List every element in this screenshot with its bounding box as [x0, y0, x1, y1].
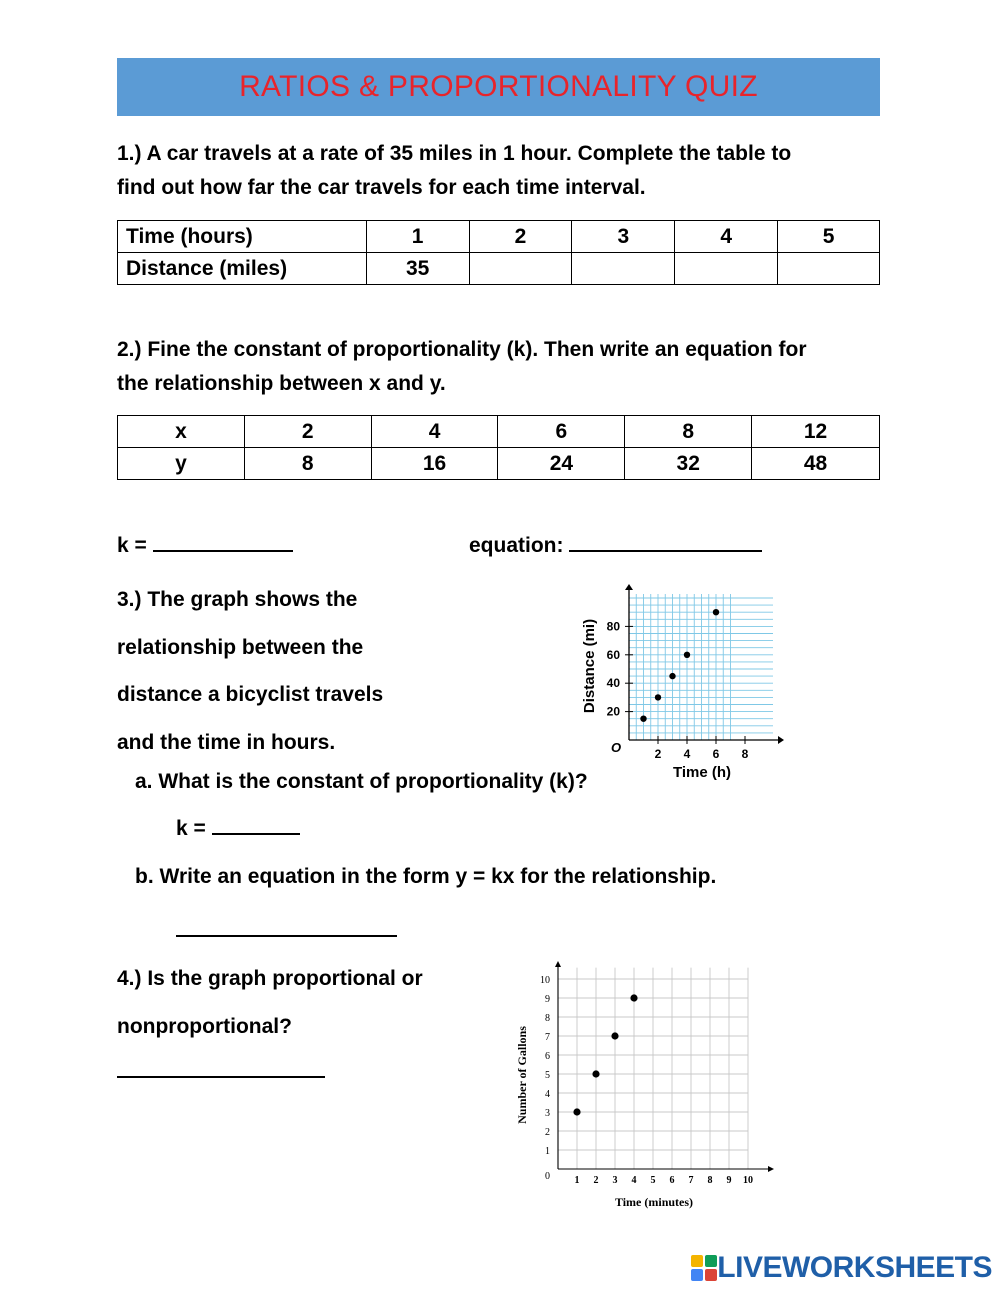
table-cell: 4 — [675, 221, 778, 253]
y-tick-label: 2 — [545, 1127, 550, 1138]
table-row-label: y — [118, 448, 245, 480]
y-tick-label: 40 — [606, 676, 620, 691]
k-answer-blank[interactable] — [212, 833, 300, 835]
x-tick-label: 5 — [650, 1175, 656, 1186]
liveworksheets-logo-icon — [691, 1255, 717, 1281]
y-tick-label: 7 — [545, 1032, 550, 1043]
data-point — [630, 994, 637, 1001]
liveworksheets-logo — [691, 1252, 992, 1284]
y-tick-label: 20 — [606, 704, 620, 719]
x-tick-label: 4 — [631, 1175, 637, 1186]
k-answer-row — [117, 529, 293, 563]
k-label: k = — [117, 534, 147, 557]
table-cell: 12 — [752, 416, 880, 448]
answer-cell[interactable] — [469, 253, 572, 285]
equation-answer-blank[interactable] — [176, 935, 397, 937]
table-row — [118, 253, 880, 285]
y-tick-label: 1 — [545, 1146, 550, 1157]
question-1-table — [117, 220, 880, 285]
table-cell: 24 — [498, 448, 625, 480]
y-tick-label: 60 — [606, 647, 620, 662]
proportional-answer-blank[interactable] — [117, 1076, 325, 1078]
question-3a-answer-row — [176, 812, 300, 846]
data-point — [713, 609, 719, 615]
liveworksheets-logo-text: LIVEWORKSHEETS — [717, 1251, 992, 1284]
table-cell: 32 — [625, 448, 752, 480]
data-point — [592, 1070, 599, 1077]
table-cell: 35 — [366, 253, 469, 285]
question-4-line-2: nonproportional? — [117, 1015, 292, 1038]
quiz-title: RATIOS & PROPORTIONALITY QUIZ — [239, 70, 758, 103]
x-tick-label: 4 — [683, 747, 691, 761]
table-cell: 1 — [366, 221, 469, 253]
x-tick-label: 8 — [741, 747, 749, 761]
x-tick-label: 7 — [688, 1175, 694, 1186]
table-cell: 5 — [778, 221, 880, 253]
question-2-table — [117, 415, 880, 480]
y-axis-label: Number of Gallons — [515, 1026, 529, 1124]
data-point — [573, 1108, 580, 1115]
equation-answer-blank[interactable] — [569, 550, 762, 552]
table-row-label: x — [118, 416, 245, 448]
x-axis-label: Time (h) — [672, 764, 732, 781]
table-row-label: Time (hours) — [118, 221, 367, 253]
data-point — [655, 694, 661, 700]
question-1-line-2: find out how far the car travels for each time interval. — [117, 176, 646, 199]
x-tick-label: 9 — [726, 1175, 732, 1186]
table-row — [118, 416, 880, 448]
gallons-time-graph — [510, 957, 778, 1213]
y-tick-label: 8 — [545, 1013, 550, 1024]
question-3-line: 3.) The graph shows the — [117, 588, 358, 611]
table-cell: 2 — [469, 221, 572, 253]
table-row — [118, 221, 880, 253]
table-cell: 4 — [371, 416, 498, 448]
x-axis-label: Time (minutes) — [614, 1195, 694, 1209]
x-tick-label: 1 — [574, 1175, 580, 1186]
y-axis-arrow — [555, 961, 561, 967]
y-tick-label: 3 — [545, 1108, 550, 1119]
table-cell: 8 — [244, 448, 371, 480]
y-tick-label: 4 — [545, 1089, 550, 1100]
x-axis-arrow — [778, 736, 784, 744]
question-3a: a. What is the constant of proportionality (k)? — [135, 770, 588, 793]
bicycle-distance-graph — [572, 574, 794, 788]
table-cell: 8 — [625, 416, 752, 448]
answer-cell[interactable] — [572, 253, 675, 285]
data-point — [684, 652, 690, 658]
equation-answer-row — [469, 529, 762, 563]
x-tick-label: 2 — [654, 747, 662, 761]
data-point — [669, 673, 675, 679]
data-point — [611, 1032, 618, 1039]
table-cell: 6 — [498, 416, 625, 448]
origin-label: 0 — [545, 1171, 550, 1182]
question-3-line: relationship between the — [117, 635, 364, 659]
x-tick-label: 3 — [612, 1175, 618, 1186]
answer-cell[interactable] — [675, 253, 778, 285]
table-cell: 16 — [371, 448, 498, 480]
question-3b: b. Write an equation in the form y = kx for the relationship. — [135, 865, 717, 888]
table-cell: 3 — [572, 221, 675, 253]
y-tick-label: 6 — [545, 1051, 550, 1062]
question-4 — [117, 955, 423, 1051]
question-2-line-2: the relationship between x and y. — [117, 372, 446, 395]
y-tick-label: 5 — [545, 1070, 550, 1081]
y-axis-arrow — [625, 584, 633, 590]
question-2-line-1: 2.) Fine the constant of proportionality (k). Then write an equation for — [117, 338, 807, 361]
origin-label: O — [610, 740, 622, 755]
x-tick-label: 8 — [707, 1175, 713, 1186]
x-tick-label: 6 — [712, 747, 720, 761]
question-3-line: and the time in hours. — [117, 730, 336, 754]
answer-cell[interactable] — [778, 253, 880, 285]
y-tick-label: 10 — [540, 975, 550, 986]
question-1 — [117, 137, 791, 205]
k-label: k = — [176, 817, 206, 840]
k-answer-blank[interactable] — [153, 550, 293, 552]
table-row-label: Distance (miles) — [118, 253, 367, 285]
question-4-line-1: 4.) Is the graph proportional or — [117, 967, 423, 990]
equation-label: equation: — [469, 534, 564, 557]
table-row — [118, 448, 880, 480]
question-1-line-1: 1.) A car travels at a rate of 35 miles in 1 hour. Complete the table to — [117, 142, 792, 165]
table-cell: 2 — [244, 416, 371, 448]
x-tick-label: 6 — [669, 1175, 675, 1186]
question-3-line: distance a bicyclist travels — [117, 683, 384, 706]
y-tick-label: 9 — [545, 994, 550, 1005]
x-axis-arrow — [768, 1166, 774, 1172]
question-2 — [117, 333, 807, 401]
y-axis-label: Distance (mi) — [581, 618, 598, 714]
quiz-title-bar — [117, 58, 880, 116]
data-point — [640, 716, 646, 722]
question-3 — [117, 576, 383, 766]
x-tick-label: 10 — [743, 1175, 753, 1186]
x-tick-label: 2 — [593, 1175, 599, 1186]
y-tick-label: 80 — [606, 619, 620, 634]
table-cell: 48 — [752, 448, 880, 480]
